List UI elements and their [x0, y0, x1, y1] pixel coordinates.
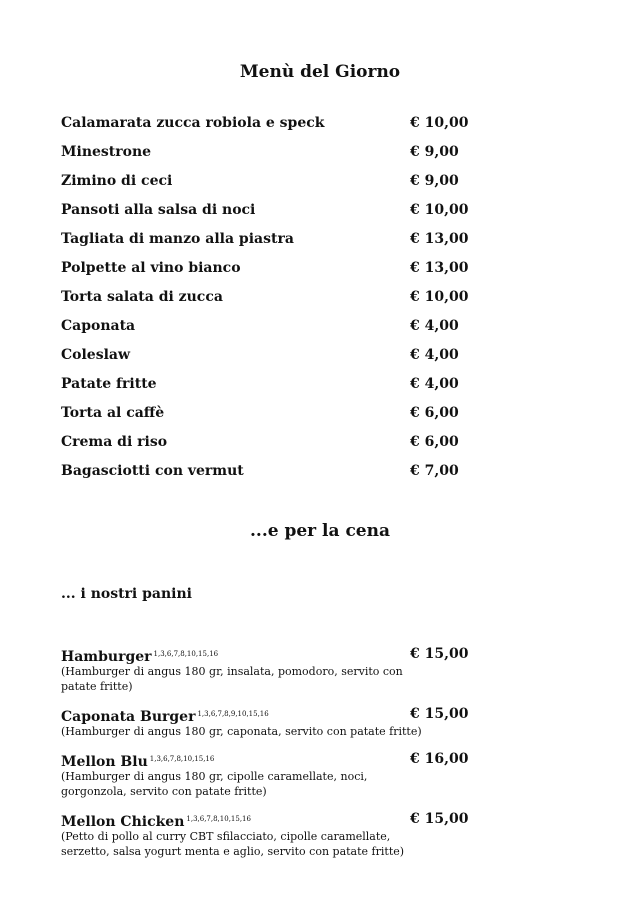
- menu-item: [61, 142, 581, 171]
- menu-item-price: € 13,00: [410, 260, 469, 276]
- panino-item: [61, 644, 601, 694]
- menu-item-dish: Coleslaw: [61, 347, 131, 363]
- menu-item-price: € 6,00: [410, 434, 459, 450]
- panini-heading: ... i nostri panini: [61, 586, 192, 602]
- panino-description: (Petto di pollo al curry CBT sfilacciato, cipolle caramellate, serzetto, salsa yogurt menta e aglio, servito con patate fritte): [61, 830, 405, 858]
- panino-allergens: 1,3,6,7,8,10,15,16: [186, 815, 251, 823]
- menu-item: [61, 171, 581, 200]
- menu-item-price: € 13,00: [410, 231, 469, 247]
- panino-allergens: 1,3,6,7,8,10,15,16: [153, 650, 219, 658]
- menu-item: [61, 316, 581, 345]
- menu-item-dish: Bagasciotti con vermut: [61, 463, 244, 479]
- menu-item-price: € 9,00: [410, 144, 459, 160]
- panino-allergens: 1,3,6,7,8,9,10,15,16: [197, 710, 269, 718]
- panino-price: € 15,00: [410, 811, 469, 827]
- panino-name: Mellon Blu: [61, 754, 148, 770]
- panino-name: Hamburger: [61, 649, 152, 665]
- menu-item-dish: Caponata: [61, 318, 136, 334]
- panino-name: Caponata Burger: [61, 709, 196, 725]
- menu-item-price: € 4,00: [410, 347, 459, 363]
- panino-price: € 15,00: [410, 706, 469, 722]
- menu-item-dish: Torta salata di zucca: [61, 289, 223, 305]
- menu-item: [61, 287, 581, 316]
- menu-item-dish: Crema di riso: [61, 434, 168, 450]
- menu-item: [61, 200, 581, 229]
- menu-item-dish: Patate fritte: [61, 376, 157, 392]
- menu-item: [61, 229, 581, 258]
- panino-description: (Hamburger di angus 180 gr, insalata, pomodoro, servito con patate fritte): [61, 665, 403, 693]
- menu-item-dish: Zimino di ceci: [61, 173, 173, 189]
- menu-item: [61, 403, 581, 432]
- menu-item-dish: Tagliata di manzo alla piastra: [61, 231, 294, 247]
- daily-menu-list: [61, 113, 581, 490]
- menu-item: [61, 432, 581, 461]
- menu-item-price: € 10,00: [410, 115, 469, 131]
- panino-description: (Hamburger di angus 180 gr, cipolle caramellate, noci, gorgonzola, servito con patate fritte): [61, 770, 368, 798]
- menu-item-dish: Torta al caffè: [61, 405, 165, 421]
- menu-item-dish: Polpette al vino bianco: [61, 260, 241, 276]
- menu-item-price: € 7,00: [410, 463, 459, 479]
- menu-item-dish: Minestrone: [61, 144, 152, 160]
- menu-item: [61, 461, 581, 490]
- menu-item-price: € 4,00: [410, 318, 459, 334]
- panino-item: [61, 749, 601, 799]
- panino-name: Mellon Chicken: [61, 814, 185, 830]
- dinner-title: ...e per la cena: [249, 521, 390, 541]
- menu-item: [61, 374, 581, 403]
- menu-item: [61, 258, 581, 287]
- menu-item-price: € 6,00: [410, 405, 459, 421]
- menu-item: [61, 113, 581, 142]
- panino-allergens: 1,3,6,7,8,10,15,16: [149, 755, 215, 763]
- menu-item-price: € 9,00: [410, 173, 459, 189]
- panini-list: [61, 644, 601, 869]
- menu-item-price: € 10,00: [410, 289, 469, 305]
- menu-item-price: € 10,00: [410, 202, 469, 218]
- panino-item: [61, 704, 601, 739]
- panino-item: [61, 809, 601, 859]
- menu-item-price: € 4,00: [410, 376, 459, 392]
- panino-price: € 16,00: [410, 751, 469, 767]
- panino-description: (Hamburger di angus 180 gr, caponata, servito con patate fritte): [61, 725, 422, 738]
- menu-item: [61, 345, 581, 374]
- panino-price: € 15,00: [410, 646, 469, 662]
- menu-item-dish: Pansoti alla salsa di noci: [61, 202, 256, 218]
- page-title: Menù del Giorno: [239, 62, 401, 82]
- menu-item-dish: Calamarata zucca robiola e speck: [61, 115, 325, 131]
